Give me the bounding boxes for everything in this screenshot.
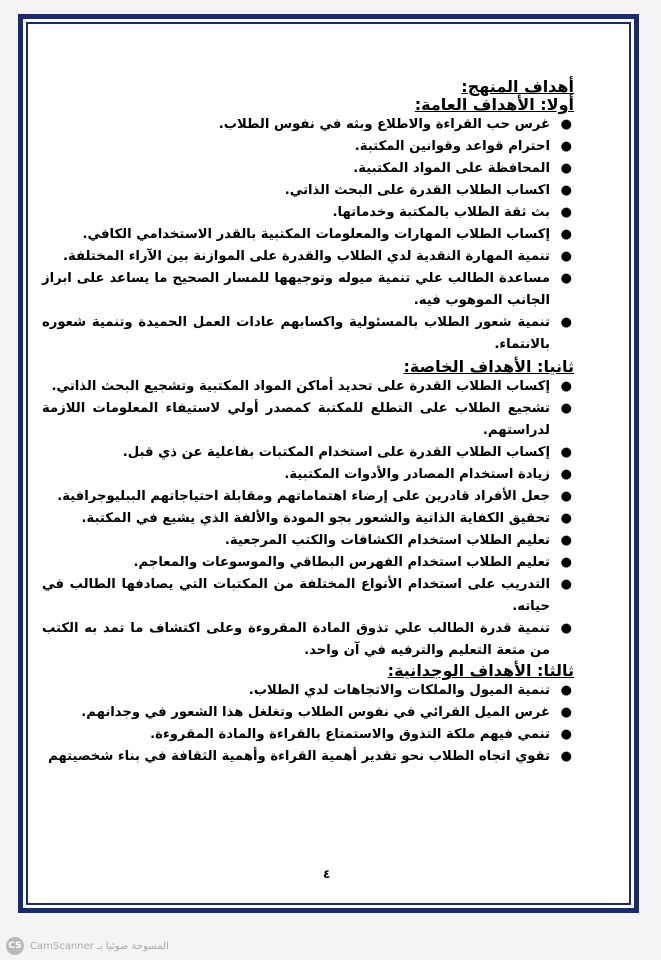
bullet-icon: ● xyxy=(560,621,572,636)
document-title: أهداف المنهج: xyxy=(461,77,574,96)
affective-goals-list xyxy=(42,680,574,768)
section-heading-general: أولا: الأهداف العامة: xyxy=(414,95,574,114)
bullet-icon: ● xyxy=(560,205,572,220)
bullet-icon: ● xyxy=(560,511,572,526)
section-heading-affective: ثالثا: الأهداف الوجدانية: xyxy=(387,661,574,680)
bullet-icon: ● xyxy=(560,249,572,264)
list-item: ● تقوي اتجاه الطلاب نحو تقدير أهمية القراءة وأهمية الثقافة في بناء شخصيتهم xyxy=(42,746,574,768)
bullet-icon: ● xyxy=(560,445,572,460)
list-item: ● إكساب الطلاب القدرة على تحديد أماكن المواد المكتبية وتشجيع البحث الذاتي. xyxy=(42,376,574,398)
bullet-icon: ● xyxy=(560,183,572,198)
bullet-icon: ● xyxy=(560,117,572,132)
bullet-icon: ● xyxy=(560,161,572,176)
bullet-icon: ● xyxy=(560,533,572,548)
bullet-icon: ● xyxy=(560,139,572,154)
list-item: ● التدريب على استخدام الأنواع المختلفة من المكتبات التي يصادفها الطالب في حياته. xyxy=(42,574,574,618)
list-item: ● تنمية المهارة النقدية لدي الطلاب والقدرة على الموازنة بين الآراء المختلفة. xyxy=(42,246,574,268)
list-item: ● اكساب الطلاب القدرة على البحث الذاتي. xyxy=(42,180,574,202)
list-item: ● تنمي فيهم ملكة التذوق والاستمتاع بالقراءة والمادة المقروءة. xyxy=(42,724,574,746)
list-item: ● تنمية قدرة الطالب علي تذوق المادة المقروءة وعلى اكتشاف ما تمد به الكتب من متعة التعليم والترفيه في آن واحد. xyxy=(42,618,574,662)
list-item: ● مساعدة الطالب علي تنمية ميوله وتوجيهها للمسار الصحيح ما يساعد على ابراز الجانب الموهوب فيه. xyxy=(42,268,574,312)
bullet-icon: ● xyxy=(560,315,572,330)
list-item: ● غرس الميل القرائي في نفوس الطلاب وتغلغل هذا الشعور في وجدانهم. xyxy=(42,702,574,724)
list-item: ● تنمية شعور الطلاب بالمسئولية واكسابهم عادات العمل الحميدة وتنمية شعوره بالانتماء. xyxy=(42,312,574,356)
list-item: ● إكساب الطلاب القدرة على استخدام المكتبات بفاعلية عن ذي قبل. xyxy=(42,442,574,464)
document-body xyxy=(42,78,574,768)
list-item: ● احترام قواعد وقوانين المكتبة. xyxy=(42,136,574,158)
bullet-icon: ● xyxy=(560,727,572,742)
bullet-icon: ● xyxy=(560,683,572,698)
list-item: ● زيادة استخدام المصادر والأدوات المكتبية. xyxy=(42,464,574,486)
section-heading-specific: ثانيا: الأهداف الخاصة: xyxy=(403,357,574,376)
bullet-icon: ● xyxy=(560,401,572,416)
page-number: ٤ xyxy=(323,867,331,881)
list-item: ● تشجيع الطلاب على التطلع للمكتبة كمصدر أولي لاستيفاء المعلومات اللازمة لدراستهم. xyxy=(42,398,574,442)
list-item: ● تعليم الطلاب استخدام الفهرس البطاقي والموسوعات والمعاجم. xyxy=(42,552,574,574)
bullet-icon: ● xyxy=(560,379,572,394)
list-item: ● جعل الأفراد قادرين على إرضاء اهتماماتهم ومقابلة احتياجاتهم الببليوجرافية. xyxy=(42,486,574,508)
camscanner-logo-icon: CS xyxy=(6,937,24,955)
list-item: ● المحافظة على المواد المكتبية. xyxy=(42,158,574,180)
bullet-icon: ● xyxy=(560,467,572,482)
list-item: ● غرس حب القراءة والاطلاع وبثه في نفوس الطلاب. xyxy=(42,114,574,136)
list-item: ● تعليم الطلاب استخدام الكشافات والكتب المرجعية. xyxy=(42,530,574,552)
specific-goals-list xyxy=(42,376,574,662)
general-goals-list xyxy=(42,114,574,356)
scanner-watermark xyxy=(6,936,169,956)
bullet-icon: ● xyxy=(560,555,572,570)
bullet-icon: ● xyxy=(560,271,572,286)
bullet-icon: ● xyxy=(560,489,572,504)
list-item: ● تنمية الميول والملكات والاتجاهات لدي الطلاب. xyxy=(42,680,574,702)
watermark-text: CamScanner المسوحة ضوئيا بـ xyxy=(30,940,169,952)
bullet-icon: ● xyxy=(560,749,572,764)
bullet-icon: ● xyxy=(560,227,572,242)
bullet-icon: ● xyxy=(560,705,572,720)
bullet-icon: ● xyxy=(560,577,572,592)
list-item: ● إكساب الطلاب المهارات والمعلومات المكتبية بالقدر الاستخدامي الكافي. xyxy=(42,224,574,246)
list-item: ● بث ثقة الطلاب بالمكتبة وخدماتها. xyxy=(42,202,574,224)
list-item: ● تحقيق الكفاية الذاتية والشعور بجو المودة والألفة الذي يشيع في المكتبة. xyxy=(42,508,574,530)
